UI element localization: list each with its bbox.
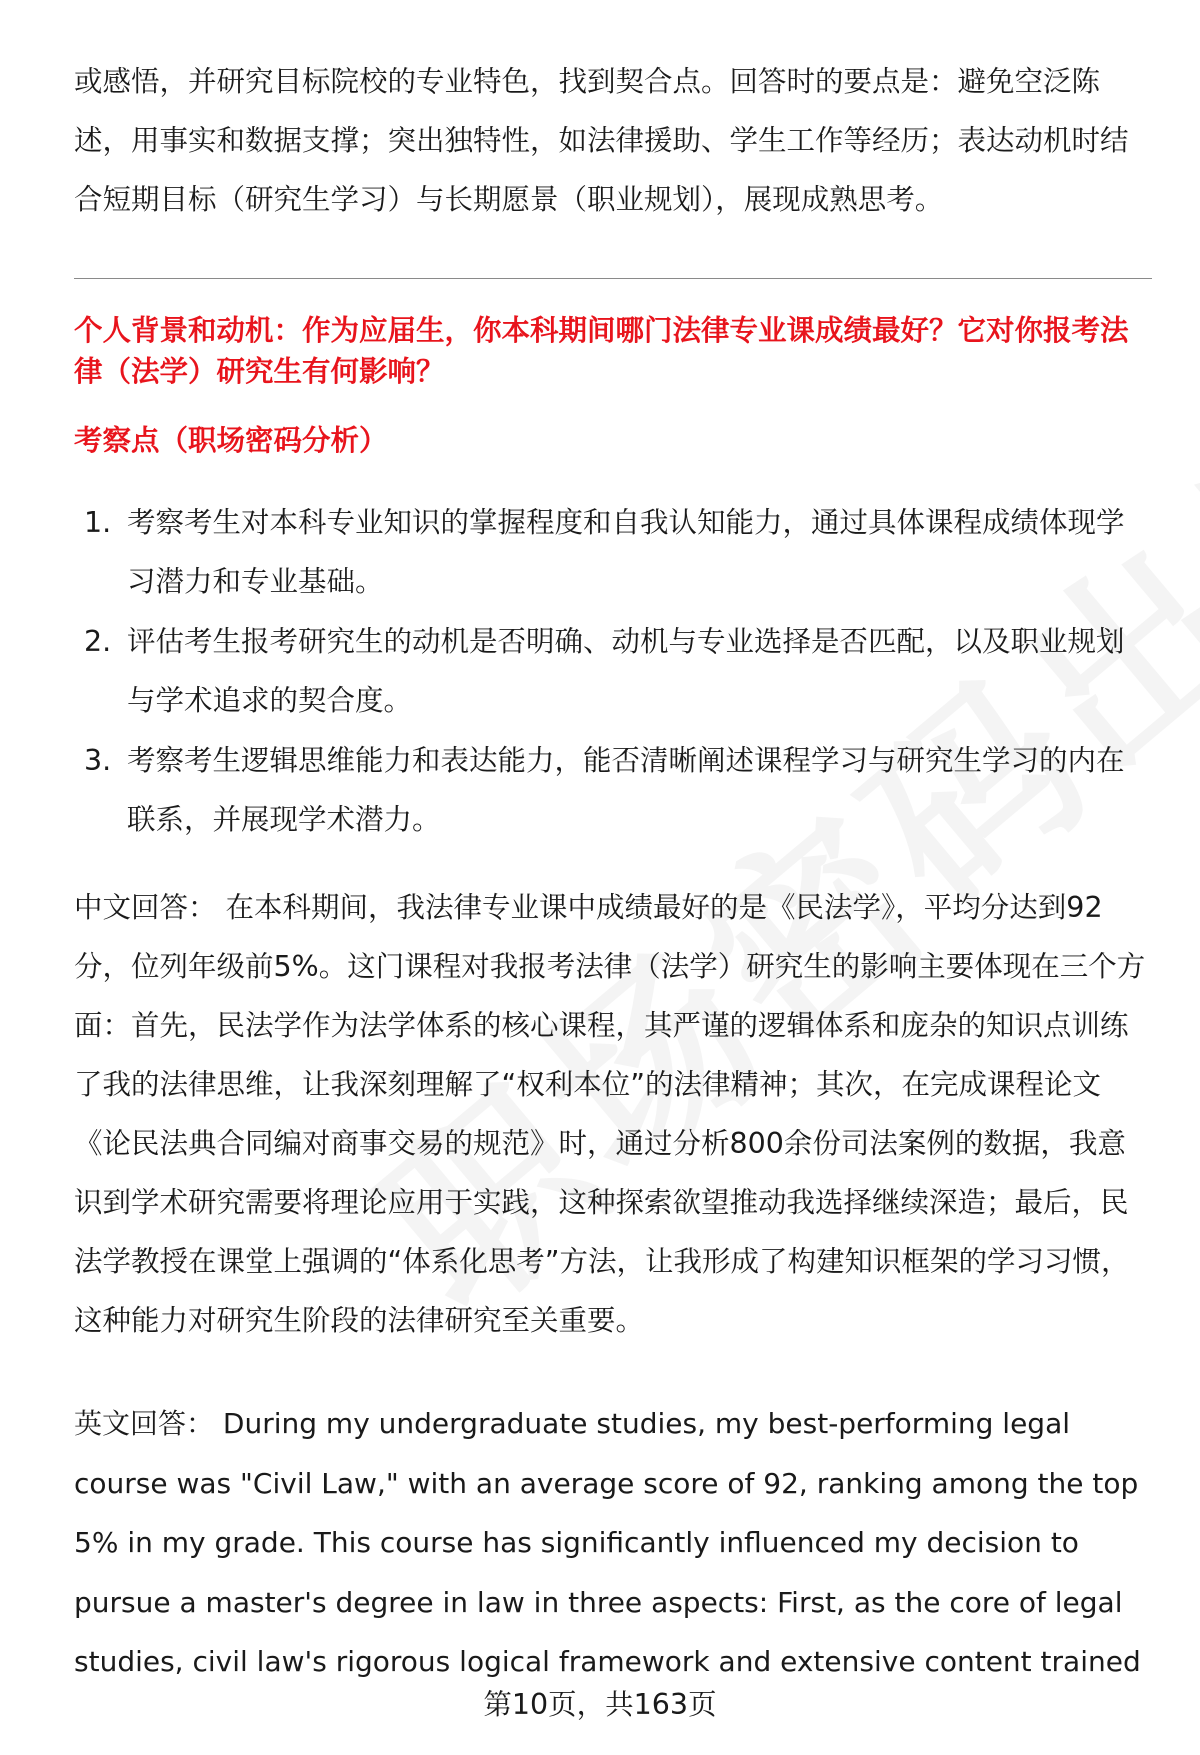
list-item-number: 2. [84, 625, 112, 658]
english-answer-paragraph: 英文回答： During my undergraduate studies, my best-performing legal course was "Civil Law," with an average score of 92, ranking among the top 5% in my grade. This course has significantly influenced my decision to pursue a master's degree in law in three aspects: First, as the core of legal studies, civil law's rigorous logical framework and extensive content trained [74, 1407, 1141, 1678]
section-divider [74, 278, 1152, 279]
chinese-answer-paragraph: 中文回答： 在本科期间，我法律专业课中成绩最好的是《民法学》，平均分达到92分，位列年级前5%。这门课程对我报考法律（法学）研究生的影响主要体现在三个方面：首先，民法学作为法学体系的核心课程，其严谨的逻辑体系和庞杂的知识点训练了我的法律思维，让我深刻理解了“权利本位”的法律精神；其次，在完成课程论文《论民法典合同编对商事交易的规范》时，通过分析800余份司法案例的数据，我意识到学术研究需要将理论应用于实践，这种探索欲望推动我选择继续深造；最后，民法学教授在课堂上强调的“体系化思考”方法，让我形成了构建知识框架的学习习惯，这种能力对研究生阶段的法律研究至关重要。 [74, 891, 1146, 1337]
list-item-number: 1. [84, 506, 112, 539]
list-item [74, 493, 1152, 611]
list-item-text: 考察考生逻辑思维能力和表达能力，能否清晰阐述课程学习与研究生学习的内在联系，并展现学术潜力。 [127, 744, 1125, 836]
intro-paragraph: 或感悟，并研究目标院校的专业特色，找到契合点。回答时的要点是：避免空泛陈述，用事实和数据支撑；突出独特性，如法律援助、学生工作等经历；表达动机时结合短期目标（研究生学习）与长期愿景（职业规划），展现成熟思考。 [74, 65, 1129, 216]
section-title: 考察点（职场密码分析） [74, 424, 388, 457]
assessment-points-list [74, 493, 1152, 849]
list-item [74, 731, 1152, 849]
page-number-footer: 第10页，共163页 [483, 1688, 717, 1721]
list-item-text: 评估考生报考研究生的动机是否明确、动机与专业选择是否匹配，以及职业规划与学术追求的契合度。 [127, 625, 1125, 717]
list-item-text: 考察考生对本科专业知识的掌握程度和自我认知能力，通过具体课程成绩体现学习潜力和专业基础。 [127, 506, 1125, 598]
list-item-number: 3. [84, 744, 112, 777]
question-heading: 个人背景和动机：作为应届生，你本科期间哪门法律专业课成绩最好？它对你报考法律（法学）研究生有何影响？ [74, 314, 1129, 388]
list-item [74, 612, 1152, 730]
